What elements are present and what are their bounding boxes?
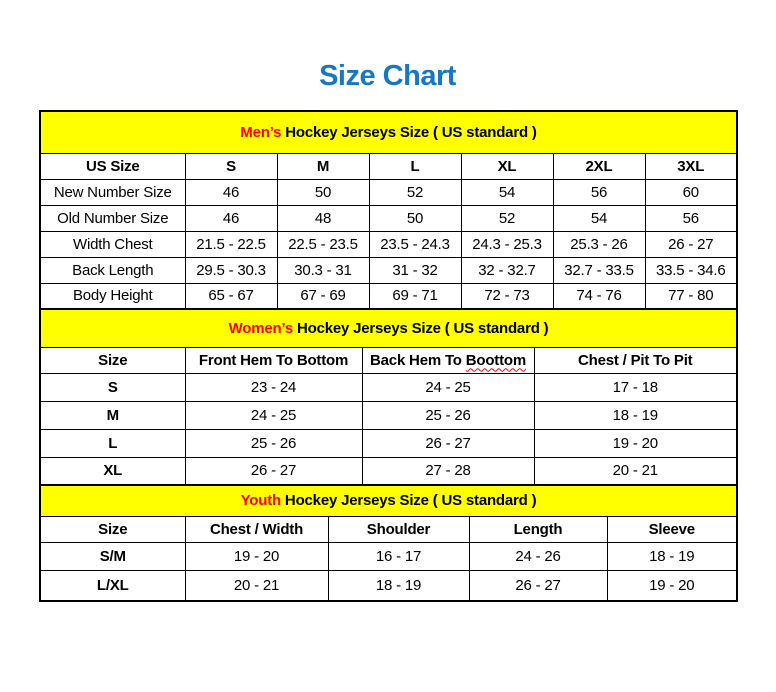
mens-header-row bbox=[40, 153, 737, 179]
table-row bbox=[40, 257, 737, 283]
column-header: XL bbox=[461, 153, 553, 179]
table-row bbox=[40, 179, 737, 205]
value-cell: 32 - 32.7 bbox=[461, 257, 553, 283]
column-header: M bbox=[277, 153, 369, 179]
row-label: S/M bbox=[40, 542, 185, 570]
value-cell: 30.3 - 31 bbox=[277, 257, 369, 283]
row-label: XL bbox=[40, 457, 185, 485]
value-cell: 26 - 27 bbox=[362, 429, 534, 457]
value-cell: 52 bbox=[461, 205, 553, 231]
womens-band-title-rest: Hockey Jerseys Size ( US standard ) bbox=[293, 319, 549, 337]
column-header: S bbox=[185, 153, 277, 179]
mens-band-title-red: Men’s bbox=[240, 123, 282, 141]
row-label: L/XL bbox=[40, 570, 185, 601]
value-cell: 31 - 32 bbox=[369, 257, 461, 283]
womens-band-title bbox=[40, 309, 737, 347]
value-cell: 32.7 - 33.5 bbox=[553, 257, 645, 283]
column-header: Size bbox=[40, 347, 185, 373]
value-cell: 26 - 27 bbox=[645, 231, 737, 257]
value-cell: 18 - 19 bbox=[534, 401, 737, 429]
mens-size-table bbox=[39, 110, 738, 310]
row-label: L bbox=[40, 429, 185, 457]
column-header: 2XL bbox=[553, 153, 645, 179]
value-cell: 60 bbox=[645, 179, 737, 205]
youth-size-table bbox=[39, 484, 738, 602]
value-cell: 24 - 25 bbox=[185, 401, 362, 429]
youth-band-title-red: Youth bbox=[240, 492, 281, 510]
value-cell: 56 bbox=[645, 205, 737, 231]
page-title: Size Chart bbox=[319, 60, 456, 92]
row-label: Body Height bbox=[40, 283, 185, 309]
column-header: Length bbox=[469, 516, 607, 542]
youth-band-row bbox=[40, 485, 737, 516]
table-row bbox=[40, 231, 737, 257]
value-cell: 46 bbox=[185, 179, 277, 205]
value-cell: 54 bbox=[461, 179, 553, 205]
value-cell: 52 bbox=[369, 179, 461, 205]
column-header: Chest / Width bbox=[185, 516, 328, 542]
value-cell: 26 - 27 bbox=[469, 570, 607, 601]
value-cell: 77 - 80 bbox=[645, 283, 737, 309]
mens-band-title bbox=[40, 111, 737, 153]
table-row bbox=[40, 283, 737, 309]
value-cell: 20 - 21 bbox=[185, 570, 328, 601]
womens-band-title-red: Women’s bbox=[228, 319, 294, 337]
value-cell: 48 bbox=[277, 205, 369, 231]
value-cell: 56 bbox=[553, 179, 645, 205]
value-cell: 20 - 21 bbox=[534, 457, 737, 485]
value-cell: 50 bbox=[277, 179, 369, 205]
table-row bbox=[40, 457, 737, 485]
value-cell: 24.3 - 25.3 bbox=[461, 231, 553, 257]
row-label: Width Chest bbox=[40, 231, 185, 257]
column-header: Size bbox=[40, 516, 185, 542]
column-header: US Size bbox=[40, 153, 185, 179]
value-cell: 25.3 - 26 bbox=[553, 231, 645, 257]
column-header: Shoulder bbox=[328, 516, 469, 542]
row-label: Back Length bbox=[40, 257, 185, 283]
value-cell: 26 - 27 bbox=[185, 457, 362, 485]
value-cell: 23 - 24 bbox=[185, 373, 362, 401]
table-row bbox=[40, 542, 737, 570]
womens-header-row bbox=[40, 347, 737, 373]
youth-band-title-rest: Hockey Jerseys Size ( US standard ) bbox=[280, 492, 537, 510]
value-cell: 33.5 - 34.6 bbox=[645, 257, 737, 283]
table-row bbox=[40, 401, 737, 429]
youth-header-row bbox=[40, 516, 737, 542]
column-header: Front Hem To Bottom bbox=[185, 347, 362, 373]
value-cell: 65 - 67 bbox=[185, 283, 277, 309]
value-cell: 16 - 17 bbox=[328, 542, 469, 570]
table-row bbox=[40, 205, 737, 231]
row-label: New Number Size bbox=[40, 179, 185, 205]
value-cell: 46 bbox=[185, 205, 277, 231]
value-cell: 29.5 - 30.3 bbox=[185, 257, 277, 283]
column-header: Sleeve bbox=[607, 516, 737, 542]
womens-band-row bbox=[40, 309, 737, 347]
value-cell: 25 - 26 bbox=[185, 429, 362, 457]
value-cell: 74 - 76 bbox=[553, 283, 645, 309]
column-header-text: Back Hem To bbox=[370, 351, 466, 369]
value-cell: 19 - 20 bbox=[607, 570, 737, 601]
value-cell: 19 - 20 bbox=[185, 542, 328, 570]
value-cell: 17 - 18 bbox=[534, 373, 737, 401]
value-cell: 67 - 69 bbox=[277, 283, 369, 309]
mens-band-title-rest: Hockey Jerseys Size ( US standard ) bbox=[281, 123, 537, 141]
value-cell: 21.5 - 22.5 bbox=[185, 231, 277, 257]
value-cell: 18 - 19 bbox=[607, 542, 737, 570]
value-cell: 50 bbox=[369, 205, 461, 231]
value-cell: 72 - 73 bbox=[461, 283, 553, 309]
value-cell: 18 - 19 bbox=[328, 570, 469, 601]
youth-band-title bbox=[40, 485, 737, 516]
value-cell: 54 bbox=[553, 205, 645, 231]
value-cell: 24 - 25 bbox=[362, 373, 534, 401]
value-cell: 23.5 - 24.3 bbox=[369, 231, 461, 257]
value-cell: 19 - 20 bbox=[534, 429, 737, 457]
value-cell: 25 - 26 bbox=[362, 401, 534, 429]
row-label: S bbox=[40, 373, 185, 401]
mens-band-row bbox=[40, 111, 737, 153]
row-label: Old Number Size bbox=[40, 205, 185, 231]
value-cell: 69 - 71 bbox=[369, 283, 461, 309]
column-header: 3XL bbox=[645, 153, 737, 179]
column-header bbox=[362, 347, 534, 373]
misspelled-word: Boottom bbox=[465, 351, 526, 369]
value-cell: 24 - 26 bbox=[469, 542, 607, 570]
table-row bbox=[40, 429, 737, 457]
table-row bbox=[40, 570, 737, 601]
value-cell: 22.5 - 23.5 bbox=[277, 231, 369, 257]
womens-size-table bbox=[39, 308, 738, 486]
table-row bbox=[40, 373, 737, 401]
value-cell: 27 - 28 bbox=[362, 457, 534, 485]
column-header: L bbox=[369, 153, 461, 179]
row-label: M bbox=[40, 401, 185, 429]
column-header: Chest / Pit To Pit bbox=[534, 347, 737, 373]
